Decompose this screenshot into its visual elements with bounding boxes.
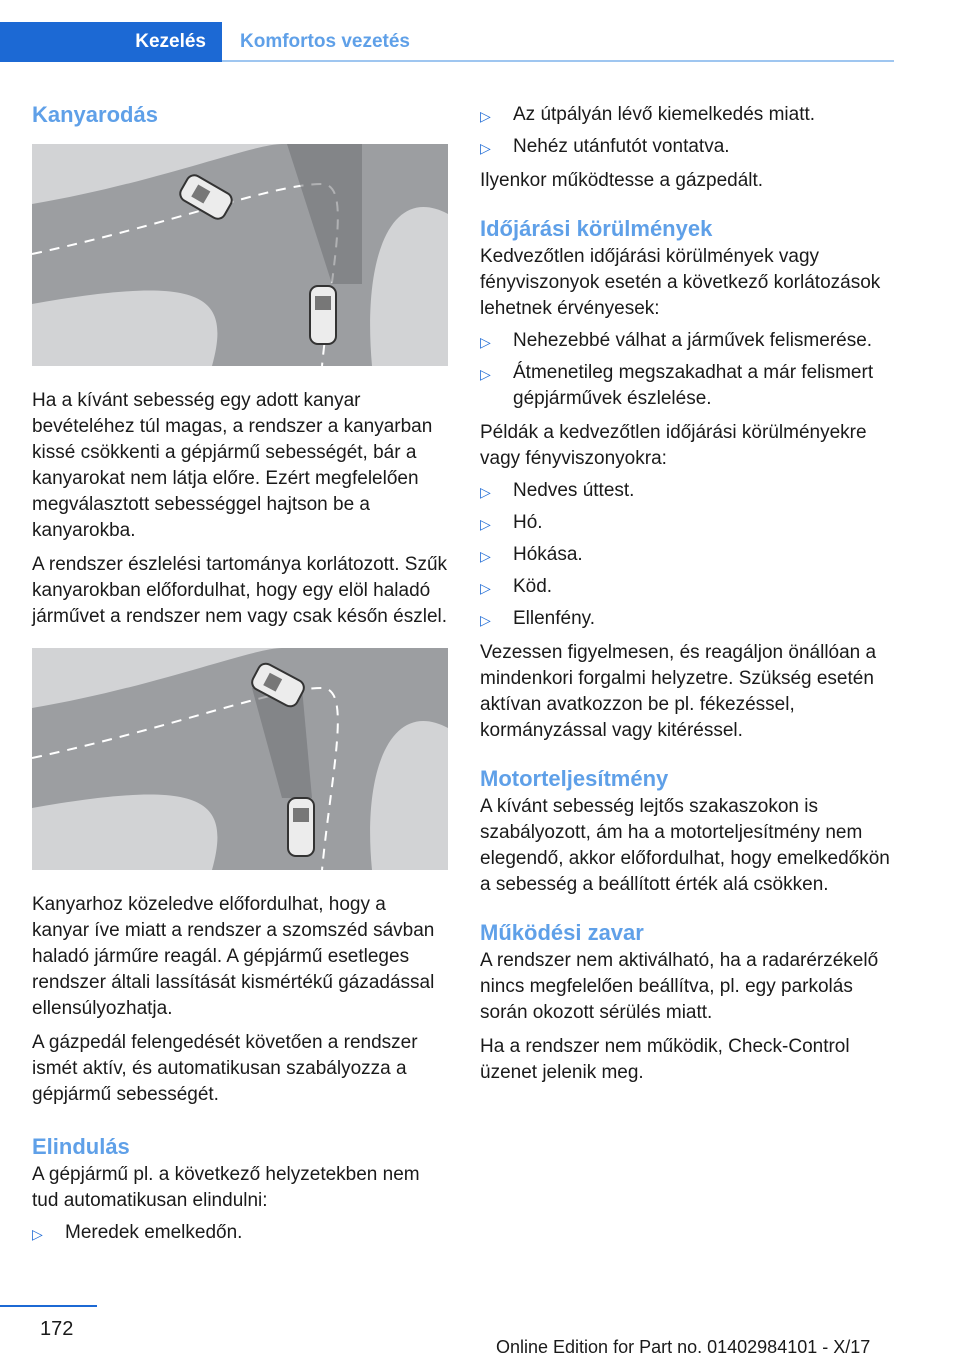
engine-paragraph: A kívánt sebesség lejtős szakaszokon is szabályozott, ám ha a motorteljesítmény nem elegendő, akkor előfordulhat, hogy emelkedőkön a sebesség a beállított érték alá csökken. — [480, 796, 890, 895]
list-item: ▷ Nedves úttest. — [480, 478, 896, 504]
left-column — [32, 100, 448, 1246]
fault-paragraph-2: Ha a rendszer nem működik, Check-Control üzenet jelenik meg. — [480, 1036, 850, 1083]
cornering-paragraph-4: A gázpedál felengedését követően a rendszer ismét aktív, és automatikusan szabályozza a gépjármű sebességét. — [32, 1032, 418, 1105]
triangle-bullet-icon: ▷ — [480, 516, 491, 532]
list-item: ▷ Ellenfény. — [480, 606, 896, 632]
section-title-weather: Időjárási körülmények — [480, 216, 713, 241]
weather-paragraph-3: Vezessen figyelmesen, és reagáljon önállóan a mindenkori forgalmi helyzetre. Szükség esetén aktívan avatkozzon be pl. fékezéssel, kormányzással vagy kitéréssel. — [480, 642, 877, 741]
section-title-startup: Elindulás — [32, 1134, 130, 1159]
list-item: ▷ Hó. — [480, 510, 896, 536]
cornering-paragraph-1: Ha a kívánt sebesség egy adott kanyar bevételéhez túl magas, a rendszer a kanyarban kissé csökkenti a gépjármű sebességét, bár a kanyarokat nem látja előre. Ezért megfelelően megválasztott sebességgel hajtson be a kanyarokba. — [32, 390, 433, 541]
list-item: ▷ Hókása. — [480, 542, 896, 568]
triangle-bullet-icon: ▷ — [480, 612, 491, 628]
list-item: ▷ Az útpályán lévő kiemelkedés miatt. — [480, 102, 896, 128]
cornering-paragraph-2: A rendszer észlelési tartománya korlátozott. Szűk kanyarokban előfordulhat, hogy egy elöl haladó járművet a rendszer nem vagy csak későn észlel. — [32, 554, 448, 627]
header-rule — [222, 60, 894, 62]
curve-illustration-2 — [32, 648, 448, 870]
triangle-bullet-icon: ▷ — [480, 140, 491, 156]
car-icon — [310, 286, 336, 344]
header-tab: Kezelés — [0, 22, 222, 62]
section-title-fault: Működési zavar — [480, 920, 644, 945]
section-title-cornering: Kanyarodás — [32, 102, 158, 127]
list-item: ▷ Meredek emelkedőn. — [32, 1220, 448, 1246]
list-item: ▷ Köd. — [480, 574, 896, 600]
triangle-bullet-icon: ▷ — [32, 1226, 43, 1242]
triangle-bullet-icon: ▷ — [480, 334, 491, 350]
cornering-paragraph-3: Kanyarhoz közeledve előfordulhat, hogy a kanyar íve miatt a rendszer a szomszéd sávban haladó járműre reagál. A gépjármű esetleges rendszer általi lassítását kismértékű gázadással ellensúlyozhatja. — [32, 894, 435, 1019]
page-number: 172 — [40, 1318, 74, 1340]
car-icon — [288, 798, 314, 856]
list-item: ▷ Nehéz utánfutót vontatva. — [480, 134, 896, 160]
triangle-bullet-icon: ▷ — [480, 548, 491, 564]
startup-list — [32, 1220, 448, 1246]
triangle-bullet-icon: ▷ — [480, 366, 491, 382]
header-breadcrumb: Komfortos vezetés — [240, 31, 410, 52]
list-item: ▷ Nehezebbé válhat a járművek felismerése. — [480, 328, 896, 354]
footer-rule — [0, 1305, 97, 1307]
weather-paragraph-2: Példák a kedvezőtlen időjárási körülményekre vagy fényviszonyokra: — [480, 422, 867, 469]
throttle-paragraph: Ilyenkor működtesse a gázpedált. — [480, 170, 764, 191]
startup-list-continued — [480, 102, 896, 160]
triangle-bullet-icon: ▷ — [480, 580, 491, 596]
edition-note: Online Edition for Part no. 01402984101 - X/17 — [496, 1337, 871, 1357]
triangle-bullet-icon: ▷ — [480, 108, 491, 124]
fault-paragraph-1: A rendszer nem aktiválható, ha a radarérzékelő nincs megfelelően beállítva, pl. egy parkolás során okozott sérülés miatt. — [480, 950, 879, 1023]
startup-paragraph: A gépjármű pl. a következő helyzetekben nem tud automatikusan elindulni: — [32, 1164, 420, 1211]
section-title-engine: Motorteljesítmény — [480, 766, 669, 791]
weather-paragraph-1: Kedvezőtlen időjárási körülmények vagy fényviszonyok esetén a következő korlátozások lehetnek érvényesek: — [480, 246, 881, 319]
weather-examples-list — [480, 478, 896, 632]
list-item: ▷ Átmenetileg megszakadhat a már felismert gépjárművek észlelése. — [480, 362, 874, 409]
curve-illustration-1 — [32, 144, 448, 366]
triangle-bullet-icon: ▷ — [480, 484, 491, 500]
right-column — [480, 100, 896, 1086]
weather-limits-list — [480, 328, 896, 412]
